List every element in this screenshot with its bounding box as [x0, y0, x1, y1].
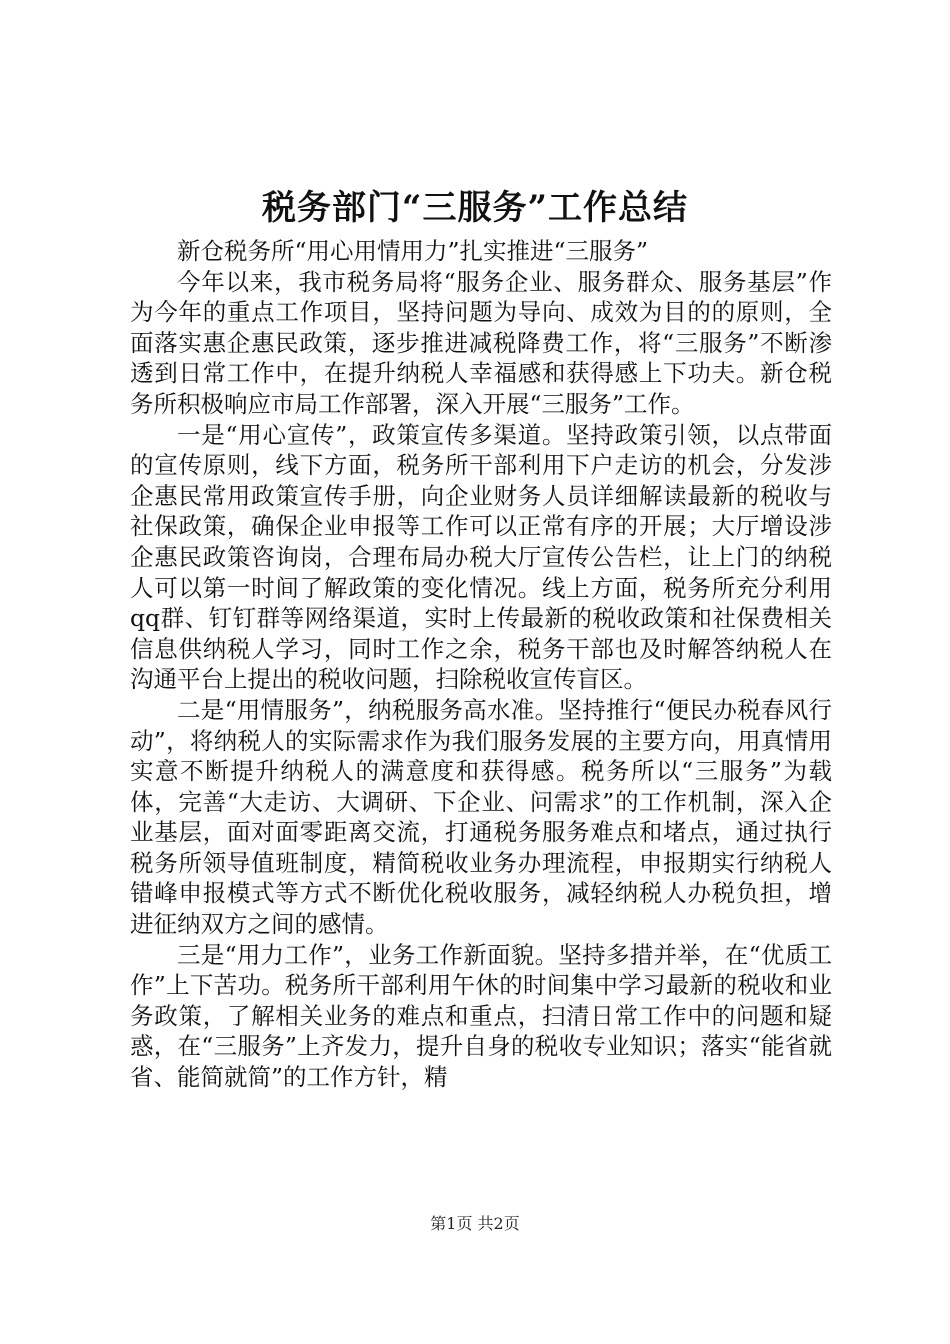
paragraph-service: 二是“用情服务”，纳税服务高水准。坚持推行“便民办税春风行动”，将纳税人的实际需求作为我们服务发展的主要方向，用真情用实意不断提升纳税人的满意度和获得感。税务所以“三服务”为载体，完善“大走访、大调研、下企业、问需求”的工作机制，深入企业基层，面对面零距离交流，打通税务服务难点和堵点，通过执行税务所领导值班制度，精简税收业务办理流程，申报期实行纳税人错峰申报模式等方式不断优化税收服务，减轻纳税人办税负担，增进征纳双方之间的感情。 [130, 695, 832, 939]
page-footer: 第1页 共2页 [430, 1214, 520, 1233]
document-title: 税务部门“三服务”工作总结 [261, 188, 689, 228]
paragraph-publicity: 一是“用心宣传”，政策宣传多渠道。坚持政策引领，以点带面的宣传原则，线下方面，税务所干部利用下户走访的机会，分发涉企惠民常用政策宣传手册，向企业财务人员详细解读最新的税收与社保政策，确保企业申报等工作可以正常有序的开展；大厅增设涉企惠民政策咨询岗，合理布局办税大厅宣传公告栏，让上门的纳税人可以第一时间了解政策的变化情况。线上方面，税务所充分利用qq群、钉钉群等网络渠道，实时上传最新的税收政策和社保费相关信息供纳税人学习，同时工作之余，税务干部也及时解答纳税人在沟通平台上提出的税收问题，扫除税收宣传盲区。 [130, 420, 832, 694]
paragraph-work: 三是“用力工作”，业务工作新面貌。坚持多措并举，在“优质工作”上下苦功。税务所干部利用午休的时间集中学习最新的税收和业务政策，了解相关业务的难点和重点，扫清日常工作中的问题和疑惑，在“三服务”上齐发力，提升自身的税收专业知识；落实“能省就省、能简就简”的工作方针，精 [130, 940, 832, 1092]
paragraph-intro: 今年以来，我市税务局将“服务企业、服务群众、服务基层”作为今年的重点工作项目，坚持问题为导向、成效为目的的原则，全面落实惠企惠民政策，逐步推进减税降费工作，将“三服务”不断渗透到日常工作中，在提升纳税人幸福感和获得感上下功夫。新仓税务所积极响应市局工作部署，深入开展“三服务”工作。 [130, 267, 832, 418]
document-body [130, 236, 832, 1093]
document-subtitle: 新仓税务所“用心用情用力”扎实推进“三服务” [177, 237, 649, 265]
